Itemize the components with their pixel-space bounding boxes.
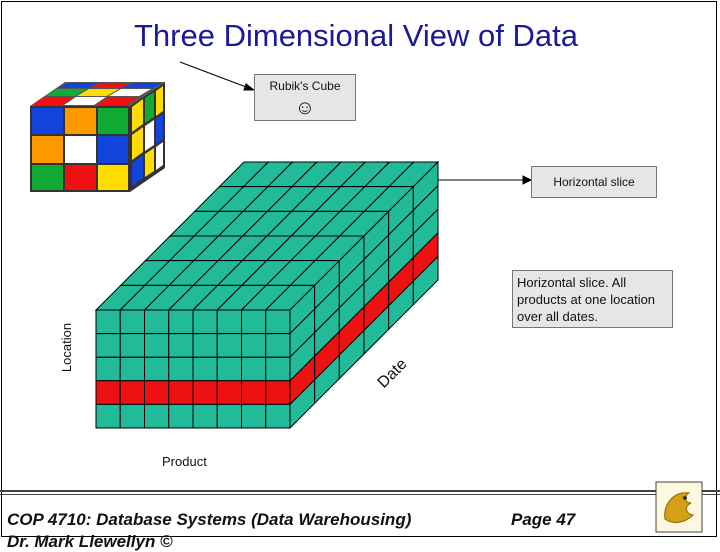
cube-front-cell <box>193 310 217 334</box>
university-logo-icon <box>655 481 703 533</box>
cube-front-cell <box>96 404 120 428</box>
cube-front-cell <box>145 310 169 334</box>
cube-front-cell <box>145 357 169 381</box>
cube-front-cell <box>193 334 217 358</box>
cube-front-cell <box>169 334 193 358</box>
cube-front-cell <box>120 310 144 334</box>
cube-front-cell <box>169 381 193 405</box>
footer-divider <box>0 490 720 492</box>
cube-front-cell <box>145 381 169 405</box>
cube-front-cell <box>169 357 193 381</box>
horizontal-slice-callout: Horizontal slice <box>531 166 657 198</box>
cube-front-cell <box>242 404 266 428</box>
footer-course-title: COP 4710: Database Systems (Data Warehousing) <box>7 510 412 529</box>
slide-title: Three Dimensional View of Data <box>134 18 578 53</box>
smiley-icon: ☺ <box>294 97 316 119</box>
cube-front-cell <box>120 404 144 428</box>
product-axis-label: Product <box>162 454 207 469</box>
cube-front-cell <box>217 357 241 381</box>
slide-footer <box>0 490 720 551</box>
footer-page-number: Page 47 <box>511 510 576 529</box>
cube-front-cell <box>193 357 217 381</box>
slice-description-callout: Horizontal slice. All products at one location over all dates. <box>512 270 673 328</box>
cube-front-cell <box>266 334 290 358</box>
cube-front-cell <box>193 404 217 428</box>
cube-front-cell <box>96 310 120 334</box>
footer-divider-thin <box>0 494 720 495</box>
cube-front-cell <box>242 310 266 334</box>
cube-front-cell <box>266 310 290 334</box>
footer-author: Dr. Mark Llewellyn © <box>7 532 173 551</box>
date-axis-label: Date <box>374 355 411 392</box>
cube-front-cell <box>217 334 241 358</box>
cube-front-cell <box>266 381 290 405</box>
rubiks-cube-image <box>30 82 165 192</box>
cube-front-cell <box>169 404 193 428</box>
rubik-callout <box>254 74 356 121</box>
cube-front-cell <box>217 404 241 428</box>
cube-front-cell <box>217 310 241 334</box>
cube-front-cell <box>217 381 241 405</box>
cube-front-cell <box>169 310 193 334</box>
cube-front-cell <box>242 357 266 381</box>
cube-front-cell <box>96 334 120 358</box>
cube-front-cell <box>120 381 144 405</box>
cube-front-cell <box>266 404 290 428</box>
cube-front-cell <box>266 357 290 381</box>
cube-front-cell <box>242 334 266 358</box>
cube-front-cell <box>145 334 169 358</box>
cube-front-cell <box>120 357 144 381</box>
cube-front-cell <box>145 404 169 428</box>
cube-front-cell <box>242 381 266 405</box>
location-axis-label: Location <box>59 322 75 373</box>
rubik-callout-label: Rubik's Cube <box>269 79 341 93</box>
cube-front-cell <box>96 357 120 381</box>
cube-front-cell <box>193 381 217 405</box>
cube-front-cell <box>96 381 120 405</box>
cube-front-cell <box>120 334 144 358</box>
